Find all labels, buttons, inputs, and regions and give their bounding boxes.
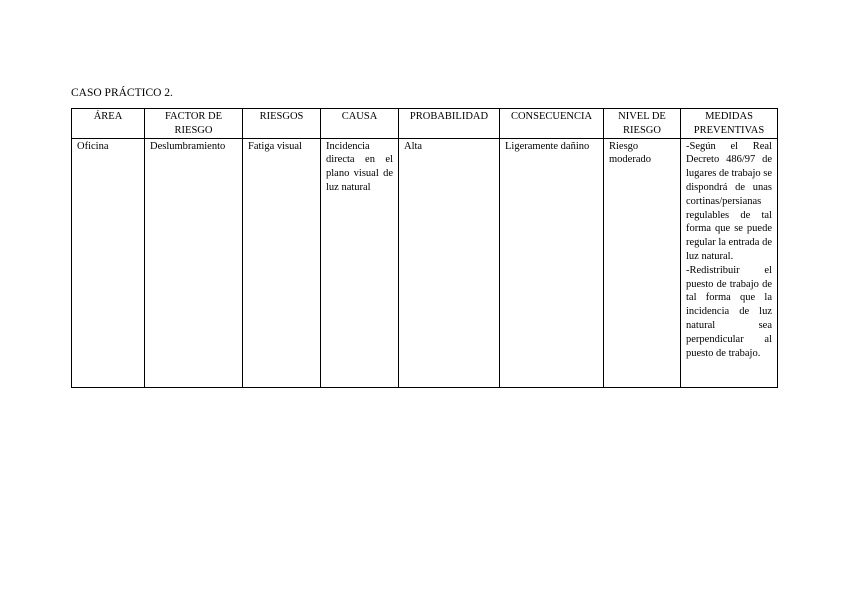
cell-riesgos: Fatiga visual xyxy=(243,138,321,387)
cell-medidas-preventivas xyxy=(681,138,778,387)
header-riesgos: RIESGOS xyxy=(243,109,321,139)
header-causa: CAUSA xyxy=(321,109,399,139)
cell-area: Oficina xyxy=(72,138,145,387)
medida-preventiva-2: -Redistribuir el puesto de trabajo de tal forma que la incidencia de luz natural sea perpendicular al puesto de trabajo. xyxy=(686,264,772,359)
header-nivel-de-riesgo: NIVEL DE RIESGO xyxy=(604,109,681,139)
header-medidas-preventivas: MEDIDAS PREVENTIVAS xyxy=(681,109,778,139)
header-probabilidad: PROBABILIDAD xyxy=(399,109,500,139)
cell-nivel-de-riesgo: Riesgo moderado xyxy=(604,138,681,387)
header-area: ÁREA xyxy=(72,109,145,139)
case-heading: CASO PRÁCTICO 2. xyxy=(71,87,173,99)
table-row xyxy=(72,138,778,387)
table-header-row xyxy=(72,109,778,139)
cell-factor-de-riesgo: Deslumbramiento xyxy=(145,138,243,387)
header-consecuencia: CONSECUENCIA xyxy=(500,109,604,139)
header-factor-de-riesgo: FACTOR DE RIESGO xyxy=(145,109,243,139)
cell-probabilidad: Alta xyxy=(399,138,500,387)
medida-preventiva-1: -Según el Real Decreto 486/97 de lugares de trabajo se dispondrá de unas cortinas/persianas regulables de tal forma que se puede regular la entrada de luz natural. xyxy=(686,140,773,262)
cell-consecuencia: Ligeramente dañino xyxy=(500,138,604,387)
cell-causa: Incidencia directa en el plano visual de luz natural xyxy=(321,138,399,387)
risk-assessment-table xyxy=(71,108,778,388)
